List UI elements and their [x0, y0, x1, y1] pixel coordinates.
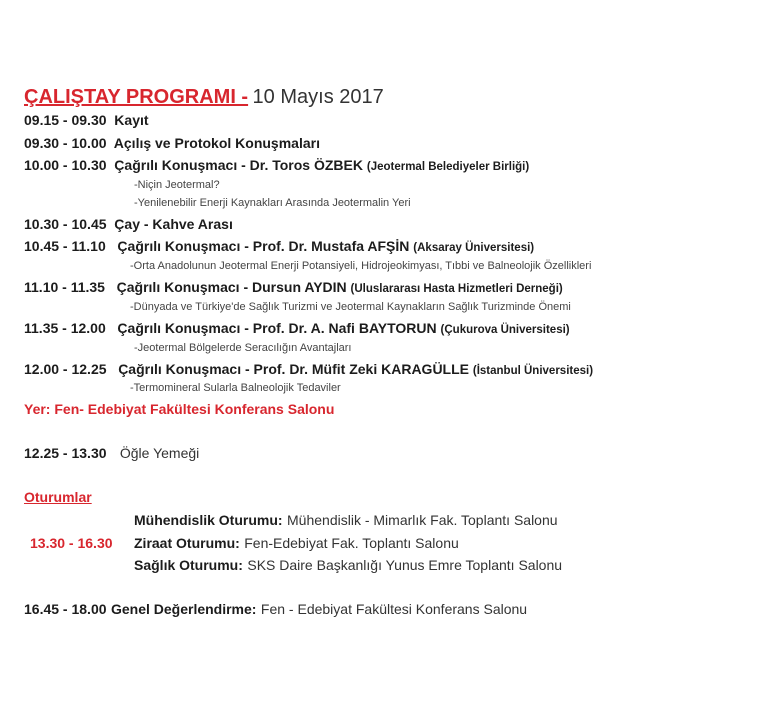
- session-row: [134, 557, 562, 575]
- talk-topic: -Yenilenebilir Enerji Kaynakları Arasında Jeotermalin Yeri: [134, 197, 411, 209]
- schedule-time: 10.00 - 10.30: [24, 157, 107, 173]
- lunch-row: [24, 445, 199, 463]
- session-place: SKS Daire Başkanlığı Yunus Emre Toplantı Salonu: [247, 557, 563, 573]
- lunch-time: 12.25 - 13.30: [24, 445, 107, 461]
- closing-time: 16.45 - 18.00: [24, 601, 107, 617]
- schedule-row: [24, 279, 563, 295]
- speaker-org: (Jeotermal Belediyeler Birliği): [366, 161, 530, 173]
- closing-place: Fen - Edebiyat Fakültesi Konferans Salonu: [260, 601, 528, 617]
- speaker-org: (Uluslararası Hasta Hizmetleri Derneği): [350, 283, 563, 295]
- program-date: 10 Mayıs 2017: [252, 86, 384, 108]
- venue-line: Yer: Fen- Edebiyat Fakültesi Konferans Salonu: [24, 401, 335, 417]
- schedule-title: Kayıt: [114, 112, 149, 128]
- closing-row: [24, 601, 527, 619]
- schedule-row: [24, 238, 534, 254]
- talk-topic: -Niçin Jeotermal?: [134, 179, 220, 191]
- session-place: Fen-Edebiyat Fak. Toplantı Salonu: [244, 535, 459, 551]
- closing-name: Genel Değerlendirme:: [110, 601, 257, 617]
- schedule-time: 12.00 - 12.25: [24, 361, 107, 377]
- schedule-time: 09.30 - 10.00: [24, 135, 107, 151]
- session-name: Sağlık Oturumu:: [134, 557, 243, 573]
- program-title-main: ÇALIŞTAY PROGRAMI -: [24, 86, 249, 108]
- schedule-row: [24, 157, 529, 173]
- schedule-title: Çağrılı Konuşmacı - Prof. Dr. Mustafa AFŞİN: [117, 238, 410, 254]
- talk-topic: -Orta Anadolunun Jeotermal Enerji Potansiyeli, Hidrojeokimyası, Tıbbi ve Balneolojik Özellikleri: [130, 260, 592, 272]
- session-name: Mühendislik Oturumu:: [134, 512, 283, 528]
- schedule-title: Çağrılı Konuşmacı - Dr. Toros ÖZBEK: [114, 157, 363, 173]
- schedule-time: 10.30 - 10.45: [24, 216, 107, 232]
- session-place: Mühendislik - Mimarlık Fak. Toplantı Salonu: [287, 512, 558, 528]
- program-title: [24, 86, 384, 109]
- sessions-time: 13.30 - 16.30: [30, 535, 113, 551]
- sessions-heading: Oturumlar: [24, 489, 92, 505]
- session-row: [134, 512, 558, 530]
- schedule-row: [24, 361, 593, 377]
- schedule-row: [24, 112, 149, 128]
- talk-topic: -Dünyada ve Türkiye'de Sağlık Turizmi ve Jeotermal Kaynakların Sağlık Turizminde Önemi: [130, 301, 571, 313]
- schedule-title: Çağrılı Konuşmacı - Prof. Dr. Müfit Zeki KARAGÜLLE: [118, 361, 469, 377]
- speaker-org: (Çukurova Üniversitesi): [440, 324, 570, 336]
- lunch-label: Öğle Yemeği: [119, 445, 200, 461]
- schedule-title: Çağrılı Konuşmacı - Dursun AYDIN: [116, 279, 347, 295]
- schedule-title: Açılış ve Protokol Konuşmaları: [113, 135, 320, 151]
- talk-topic: -Termomineral Sularla Balneolojik Tedaviler: [130, 382, 341, 394]
- schedule-time: 09.15 - 09.30: [24, 112, 107, 128]
- schedule-title: Çay - Kahve Arası: [114, 216, 233, 232]
- schedule-row: [24, 216, 233, 232]
- session-name: Ziraat Oturumu:: [134, 535, 240, 551]
- schedule-row: [24, 135, 320, 151]
- schedule-title: Çağrılı Konuşmacı - Prof. Dr. A. Nafi BAYTORUN: [117, 320, 437, 336]
- session-row: [134, 535, 459, 553]
- talk-topic: -Jeotermal Bölgelerde Seracılığın Avantajları: [134, 342, 352, 354]
- speaker-org: (İstanbul Üniversitesi): [472, 365, 594, 377]
- schedule-time: 11.35 - 12.00: [24, 320, 106, 336]
- schedule-time: 11.10 - 11.35: [24, 279, 105, 295]
- schedule-time: 10.45 - 11.10: [24, 238, 106, 254]
- speaker-org: (Aksaray Üniversitesi): [413, 242, 535, 254]
- schedule-row: [24, 320, 570, 336]
